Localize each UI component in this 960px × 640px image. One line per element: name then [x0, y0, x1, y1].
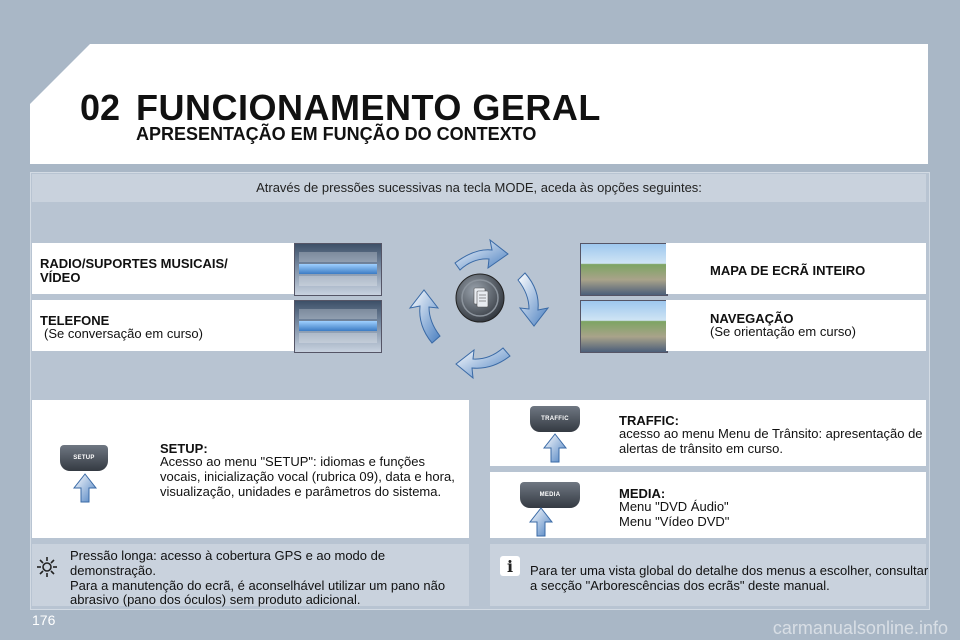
navegacao-sub-label: (Se orientação em curso) — [710, 324, 856, 339]
tip-left-line2: demonstração. — [70, 563, 156, 578]
radio-label-line2: VÍDEO — [40, 270, 81, 285]
tip-right-line1: Para ter uma vista global do detalhe dos menus a escolher, consultar — [530, 563, 929, 578]
setup-text-line2: vocais, inicialização vocal (rubrica 09), data e hora, — [160, 469, 455, 484]
setup-text-line3: visualização, unidades e parâmetros do sistema. — [160, 484, 442, 499]
traffic-heading: TRAFFIC: — [619, 413, 679, 428]
setup-heading: SETUP: — [160, 441, 208, 456]
tip-right-line2: a secção "Arborescências dos ecrãs" deste manual. — [530, 578, 830, 593]
media-text-line1: Menu "DVD Áudio" — [619, 499, 729, 514]
push-arrow-icon — [528, 506, 554, 538]
chapter-number: 02 — [80, 87, 121, 128]
telefone-label: TELEFONE — [40, 313, 110, 328]
push-arrow-icon — [542, 432, 568, 464]
page-number: 176 — [32, 612, 56, 628]
sun-icon — [36, 556, 58, 578]
traffic-text-line1: acesso ao menu Menu de Trânsito: apresentação de — [619, 426, 923, 441]
radio-label-line1: RADIO/SUPORTES MUSICAIS/ — [40, 256, 228, 271]
mapa-screen-thumbnail — [580, 243, 668, 296]
setup-key: SETUP — [60, 445, 108, 471]
telefone-sub-label: (Se conversação em curso) — [44, 326, 203, 341]
navegacao-screen-thumbnail — [580, 300, 668, 353]
page-subtitle: APRESENTAÇÃO EM FUNÇÃO DO CONTEXTO — [136, 124, 537, 144]
traffic-key: TRAFFIC — [530, 406, 580, 432]
setup-text-line1: Acesso ao menu "SETUP": idiomas e funções — [160, 454, 426, 469]
telefone-screen-thumbnail — [294, 300, 382, 353]
intro-text: Através de pressões sucessivas na tecla MODE, aceda às opções seguintes: — [256, 180, 702, 195]
page-title: FUNCIONAMENTO GERAL — [136, 87, 601, 128]
tip-left-line1: Pressão longa: acesso à cobertura GPS e ao modo de — [70, 548, 386, 563]
radio-screen-thumbnail — [294, 243, 382, 296]
push-arrow-icon — [72, 472, 98, 504]
mapa-label: MAPA DE ECRÃ INTEIRO — [710, 263, 866, 278]
info-icon: i — [500, 556, 520, 576]
media-key: MEDIA — [520, 482, 580, 508]
media-text-line2: Menu "Vídeo DVD" — [619, 514, 730, 529]
navegacao-label: NAVEGAÇÃO — [710, 311, 794, 326]
traffic-text-line2: alertas de trânsito em curso. — [619, 441, 784, 456]
mode-cycle-diagram — [400, 228, 560, 388]
watermark: carmanualsonline.info — [772, 618, 948, 638]
tip-left-line3: Para a manutenção do ecrã, é aconselhável utilizar um pano não — [70, 578, 446, 593]
media-heading: MEDIA: — [619, 486, 666, 501]
tip-left-line4: abrasivo (pano dos óculos) sem produto adicional. — [70, 592, 361, 607]
